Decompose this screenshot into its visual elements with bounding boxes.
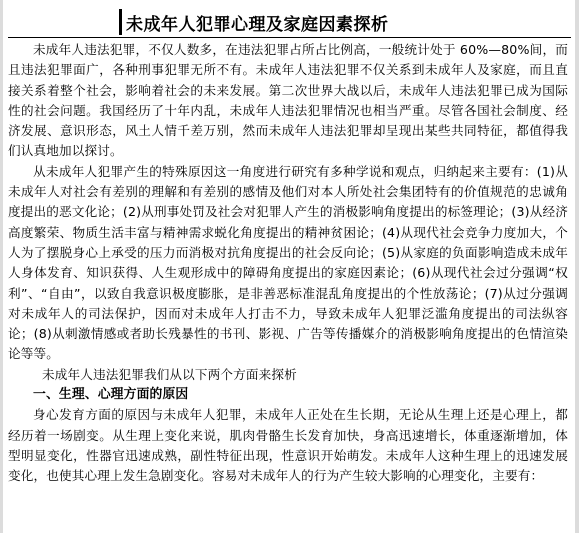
document-body [8,40,568,487]
right-border [575,0,579,533]
title-underline [8,37,571,38]
left-border [0,0,3,533]
paragraph-theories: 从未成年人犯罪产生的特殊原因这一角度进行研究有多种学说和观点，归纳起来主要有：(1)从未成年人对社会有差别的理解和有差别的感情及他们对本人所处社会集团特有的价值规范的忠诚角度提出的恶文化论；(2)从刑事处罚及社会对犯罪人产生的消极影响角度提出的标签理论；(3)从经济高度繁荣、物质生活丰富与精神需求蜕化角度提出的精神贫困论；(4)从现代社会竞争力度加大，个人为了摆脱身心上承受的压力而消极对抗角度提出的社会反向论；(5)从家庭的负面影响造成未成年人身体发育、知识获得、人生观形成中的障碍角度提出的家庭因素论；(6)从现代社会过分强调“权利”、“自由”，以致自我意识极度膨胀，是非善恶标准混乱角度提出的个性放荡论；(7)从过分强调对未成年人的司法保护，因而对未成年人打击不力，导致未成年人犯罪泛滥角度提出的司法纵容论；(8)从刺激情感或者助长残暴性的书刊、影视、广告等传播媒介的消极影响角度提出的色情渲染论等等。 [8,163,568,362]
paragraph-intro: 未成年人违法犯罪，不仅人数多，在违法犯罪占所占比例高，一般统计处于 60%—80%间，而且违法犯罪面广，各种刑事犯罪无所不有。未成年人违法犯罪不仅关系到未成年人及家庭，而且直接关系着整个社会，影响着社会的未来发展。第二次世界大战以后，未成年人违法犯罪已成为国际性的社会问题。我国经历了十年内乱，未成年人违法犯罪情况也相当严重。尽管各国社会制度、经济发展、意识形态，风土人情千差万别，然而未成年人违法犯罪却呈现出某些共同特征，都值得我们认真地加以探讨。 [8,42,568,159]
text-cursor [119,9,122,35]
paragraph-approach: 未成年人违法犯罪我们从以下两个方面来探析 [42,366,297,382]
paragraph-physiology: 身心发育方面的原因与未成年人犯罪，未成年人正处在生长期，无论从生理上还是心理上，都经历着一场剧变。从生理上变化来说，肌肉骨骼生长发育加快，身高迅速增长，体重逐渐增加，体型明显变化，性器官迅速成熟，副性特征出现，性意识开始萌发。未成年人这种生理上的迅速发展变化，也使其心理上发生急剧变化。容易对未成年人的行为产生较大影响的心理变化，主要有： [8,407,568,484]
page-title: 未成年人犯罪心理及家庭因素探析 [126,14,389,35]
section-heading: 一、生理、心理方面的原因 [33,387,189,403]
title-block [119,8,389,36]
